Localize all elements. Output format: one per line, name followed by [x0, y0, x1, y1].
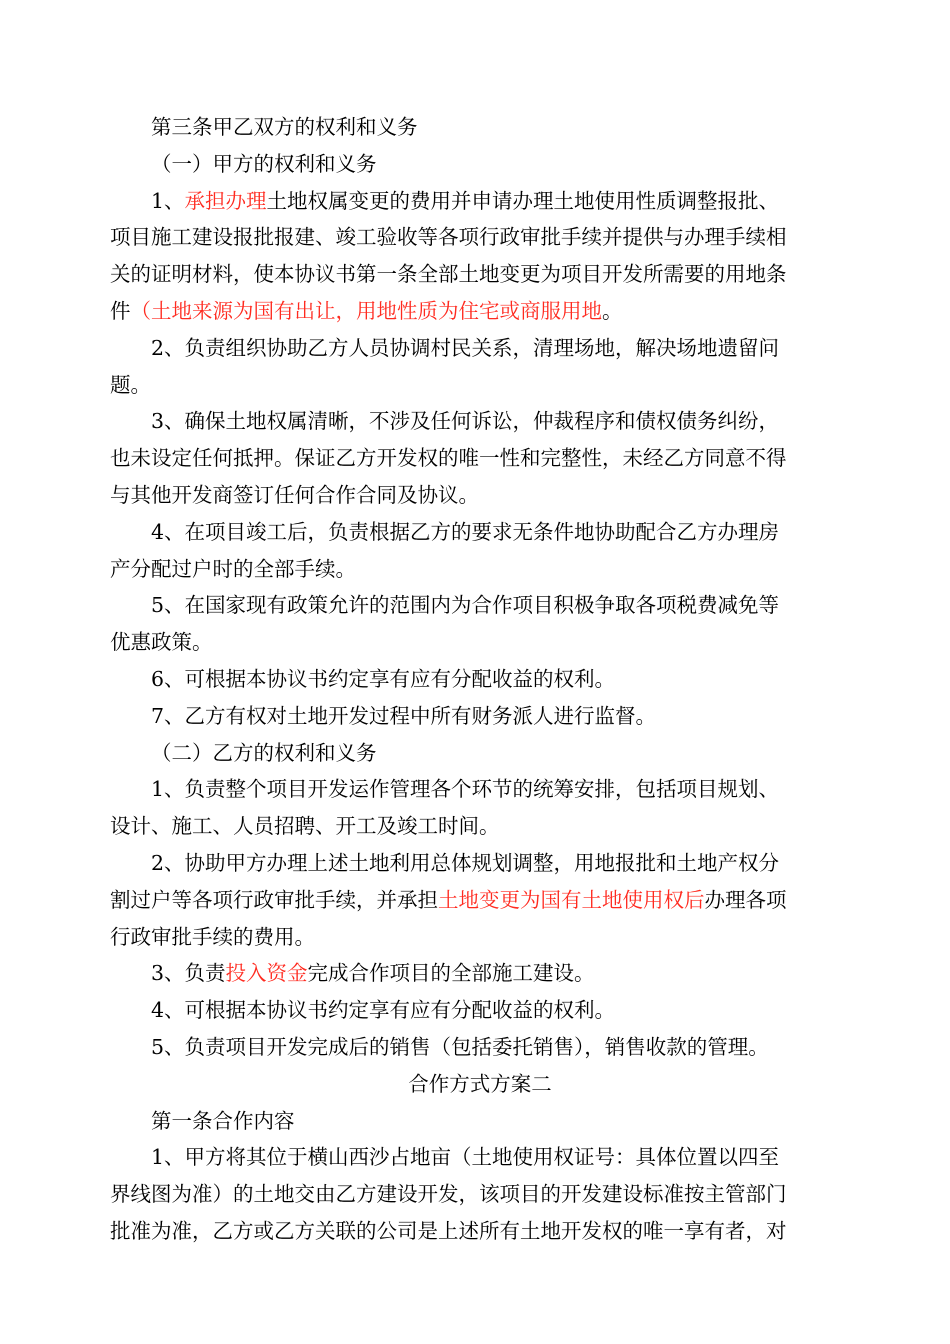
line-text: 关的证明材料，使本协议书第一条全部土地变更为项目开发所需要的用地条 [110, 262, 787, 287]
text-line [110, 1103, 850, 1140]
text-line [110, 330, 850, 367]
text-line [110, 624, 850, 661]
text-line [110, 440, 850, 477]
section-heading [110, 1066, 850, 1103]
line-text: 2、负责组织协助乙方人员协调村民关系，清理场地，解决场地遗留问 [151, 335, 780, 360]
line-text: 1、甲方将其位于横山西沙占地亩（土地使用权证号：具体位置以四至 [151, 1145, 780, 1170]
text-line [110, 367, 850, 404]
text-segment: 完成合作项目的全部施工建设。 [307, 961, 595, 986]
text-line [110, 587, 850, 624]
line-text: 与其他开发商签订任何合作合同及协议。 [110, 482, 479, 507]
text-line [110, 146, 850, 183]
text-segment: 办理各项 [704, 887, 787, 912]
text-line [110, 1029, 850, 1066]
text-line [110, 661, 850, 698]
line-text: 1、负责整个项目开发运作管理各个环节的统筹安排，包括项目规划、 [151, 777, 780, 802]
highlighted-text: 承担办理 [184, 188, 267, 213]
text-line [110, 256, 850, 293]
text-line [110, 698, 850, 735]
text-line [110, 403, 850, 440]
line-text: 6、可根据本协议书约定享有应有分配收益的权利。 [151, 666, 616, 691]
text-line [110, 771, 850, 808]
text-segment: 。 [602, 298, 623, 323]
text-segment: 件 [110, 298, 131, 323]
line-text: 4、在项目竣工后，负责根据乙方的要求无条件地协助配合乙方办理房 [151, 519, 780, 544]
text-line [110, 183, 850, 220]
text-segment: 1、 [151, 188, 185, 213]
text-line [110, 293, 850, 330]
line-text: 5、负责项目开发完成后的销售（包括委托销售），销售收款的管理。 [151, 1034, 769, 1059]
highlighted-text: 投入资金 [225, 961, 308, 986]
text-line [110, 1176, 850, 1213]
line-text: 2、协助甲方办理上述土地利用总体规划调整，用地报批和土地产权分 [151, 850, 780, 875]
text-segment: 土地权属变更的费用并申请办理土地使用性质调整报批、 [266, 188, 780, 213]
line-text: 批准为准，乙方或乙方关联的公司是上述所有土地开发权的唯一享有者，对 [110, 1218, 787, 1243]
line-text: 7、乙方有权对土地开发过程中所有财务派人进行监督。 [151, 703, 657, 728]
text-line [110, 1213, 850, 1250]
highlighted-text: 土地变更为国有土地使用权后 [438, 887, 705, 912]
text-line [110, 1139, 850, 1176]
text-line [110, 551, 850, 588]
line-text: 设计、施工、人员招聘、开工及竣工时间。 [110, 814, 500, 839]
line-text: 第三条甲乙双方的权利和义务 [151, 115, 418, 139]
line-text: 行政审批手续的费用。 [110, 924, 315, 949]
line-text: （一）甲方的权利和义务 [151, 151, 377, 176]
line-text: 4、可根据本协议书约定享有应有分配收益的权利。 [151, 998, 616, 1023]
line-text: 题。 [110, 372, 151, 397]
text-segment: 3、负责 [151, 961, 226, 986]
line-text: 第一条合作内容 [151, 1108, 295, 1133]
text-line [110, 845, 850, 882]
text-line [110, 808, 850, 845]
text-line [110, 514, 850, 551]
line-text: 优惠政策。 [110, 630, 213, 655]
text-line [110, 955, 850, 992]
line-text: 界线图为准）的土地交由乙方建设开发，该项目的开发建设标准按主管部门 [110, 1182, 787, 1207]
line-text: （二）乙方的权利和义务 [151, 740, 377, 765]
text-line [110, 919, 850, 956]
document-body [110, 109, 850, 1250]
text-line [110, 992, 850, 1029]
line-text: 项目施工建设报批报建、竣工验收等各项行政审批手续并提供与办理手续相 [110, 225, 787, 250]
line-text: 合作方式方案二 [408, 1071, 552, 1096]
text-line [110, 735, 850, 772]
line-text: 也未设定任何抵押。保证乙方开发权的唯一性和完整性，未经乙方同意不得 [110, 446, 787, 471]
text-line [110, 109, 850, 146]
text-line [110, 477, 850, 514]
text-segment: 割过户等各项行政审批手续，并承担 [110, 887, 438, 912]
text-line [110, 219, 850, 256]
line-text: 3、确保土地权属清晰，不涉及任何诉讼，仲裁程序和债权债务纠纷， [151, 409, 780, 434]
highlighted-text: （土地来源为国有出让，用地性质为住宅或商服用地 [130, 298, 602, 323]
line-text: 产分配过户时的全部手续。 [110, 556, 356, 581]
text-line [110, 882, 850, 919]
line-text: 5、在国家现有政策允许的范围内为合作项目积极争取各项税费减免等 [151, 593, 780, 618]
